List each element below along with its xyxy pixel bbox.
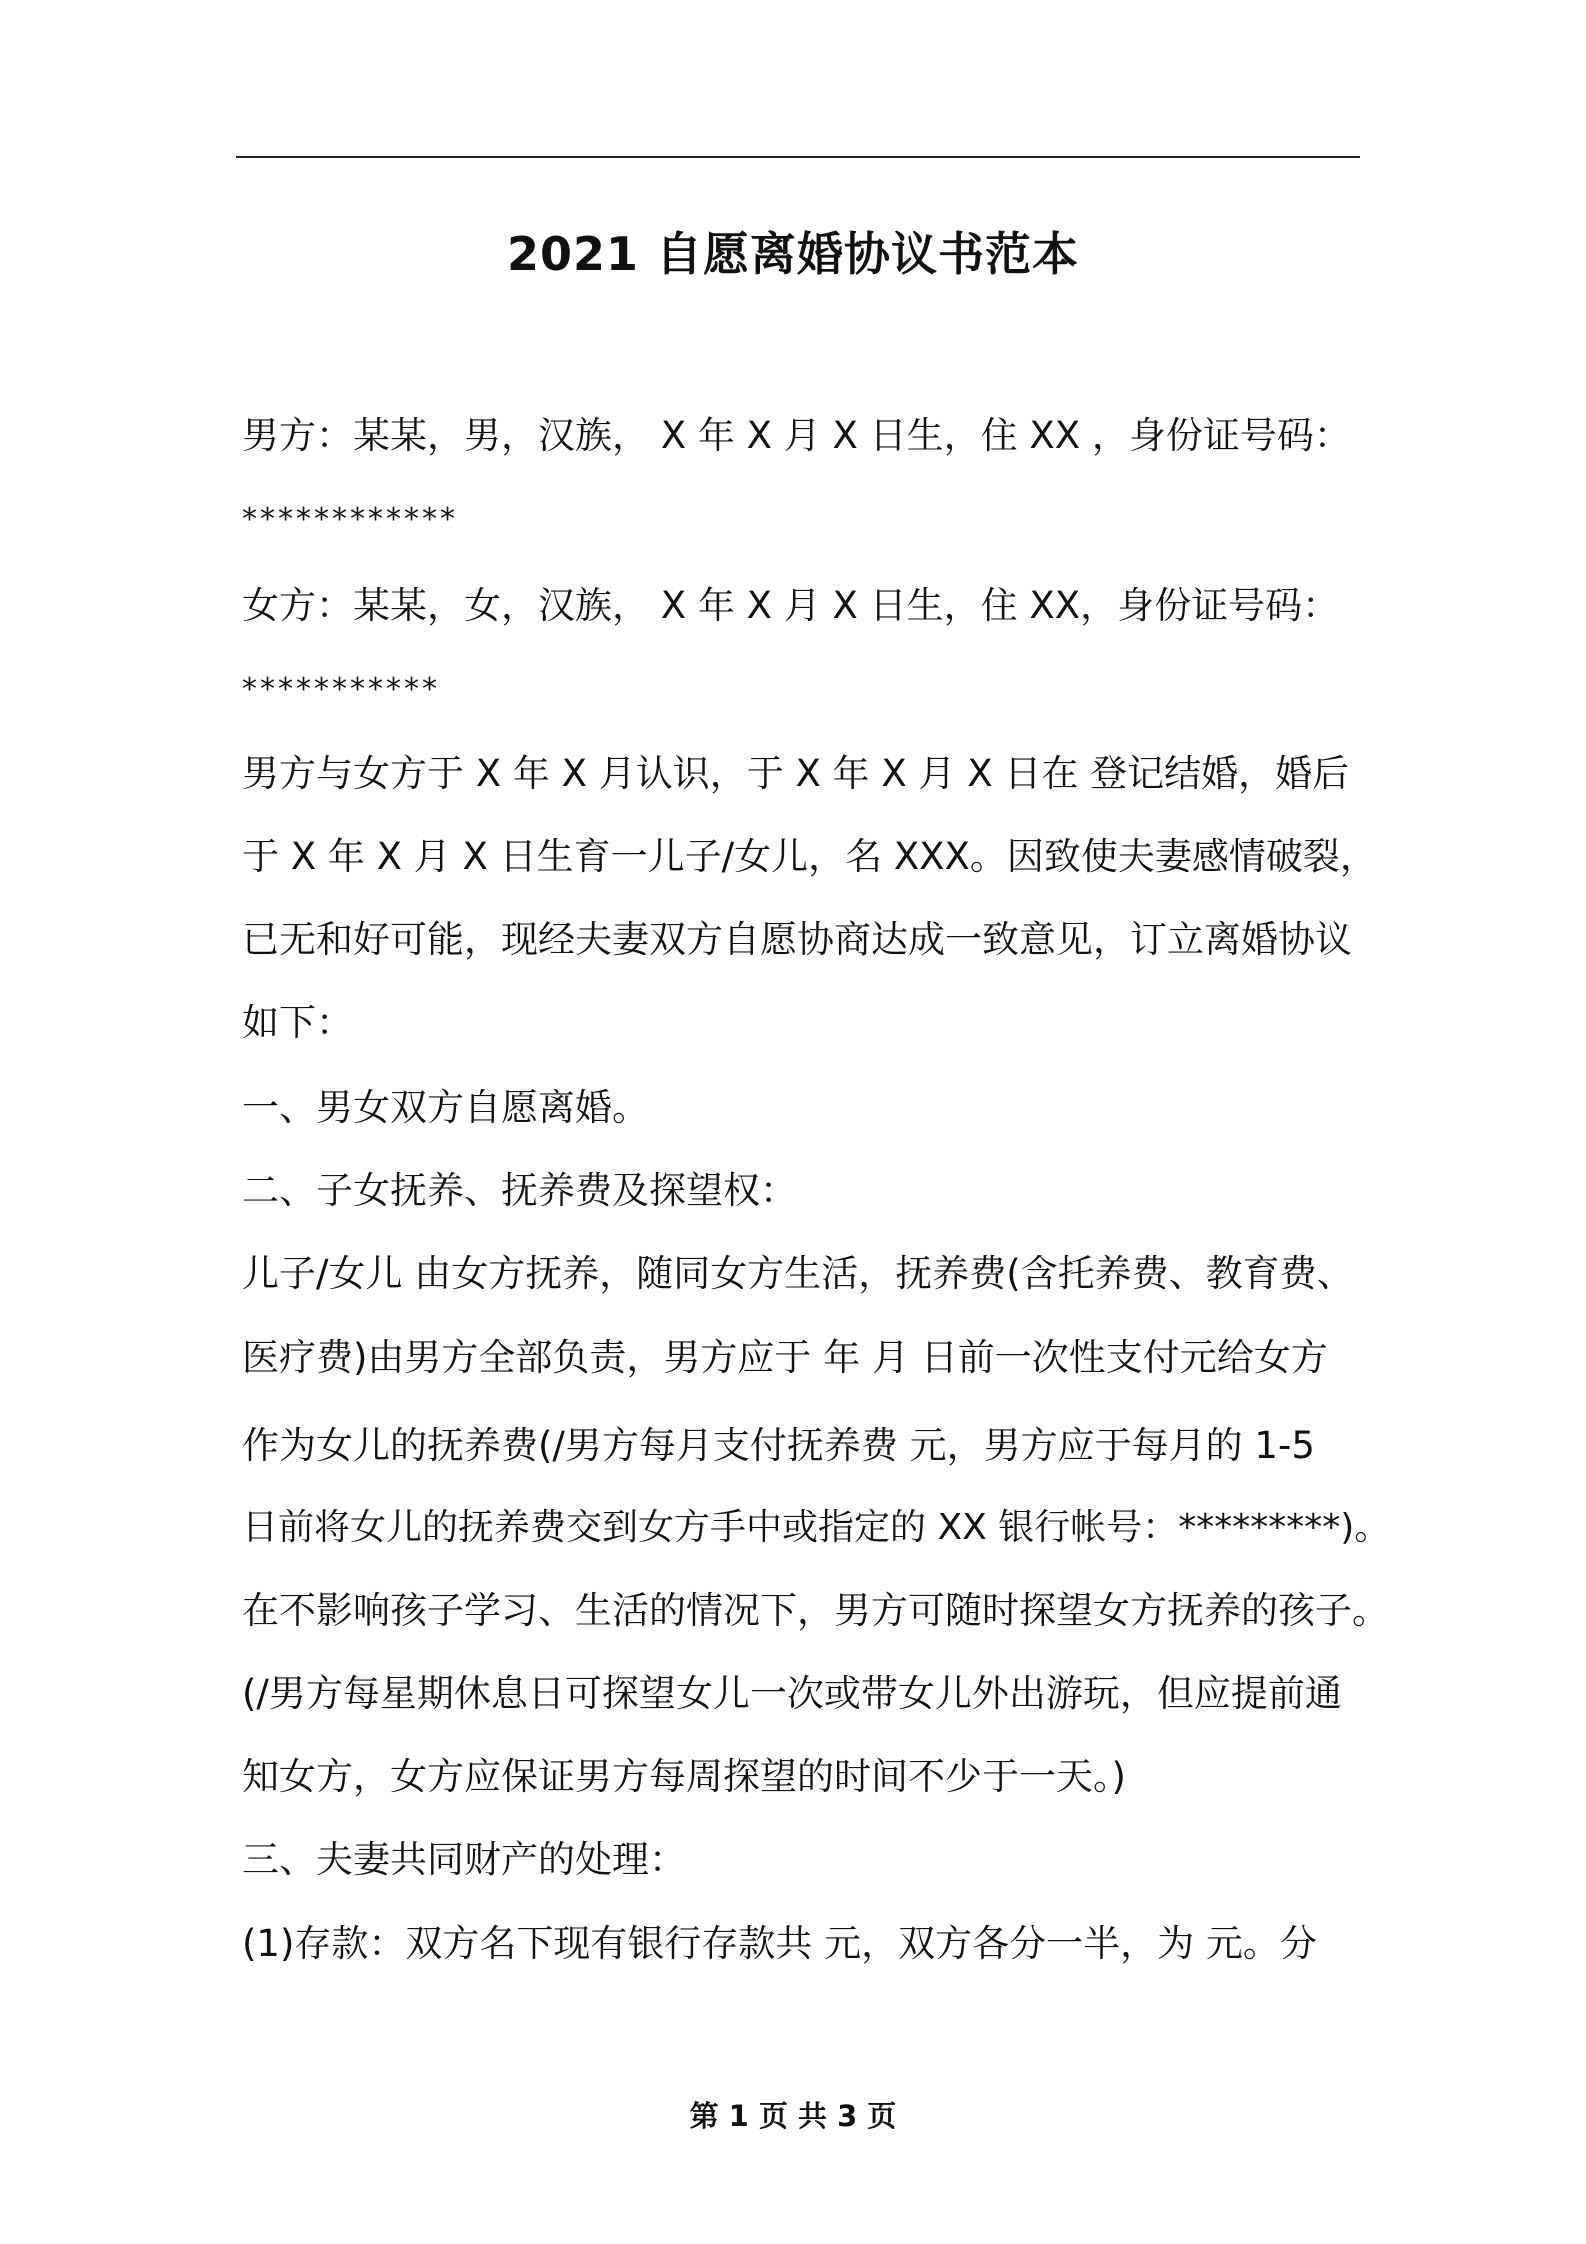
- text-line-female-party: 女方：某某，女，汉族， X 年 X 月 X 日生，住 XX，身份证号码：: [242, 584, 1340, 627]
- text-line: 于 X 年 X 月 X 日生育一儿子/女儿，名 XXX。因致使夫妻感情破裂，: [242, 835, 1377, 878]
- section-heading-2: 二、子女抚养、抚养费及探望权：: [242, 1169, 797, 1212]
- text-line: (/男方每星期休息日可探望女儿一次或带女儿外出游玩，但应提前通: [242, 1672, 1342, 1715]
- section-heading-1: 一、男女双方自愿离婚。: [242, 1086, 649, 1129]
- text-line-female-id: ***********: [242, 672, 440, 707]
- text-line: 医疗费)由男方全部负责，男方应于 年 月 日前一次性支付元给女方: [242, 1336, 1328, 1379]
- text-line-male-party: 男方：某某，男，汉族， X 年 X 月 X 日生，住 XX ，身份证号码：: [242, 414, 1351, 457]
- header-rule: [236, 156, 1360, 158]
- page-number-footer: 第 1 页 共 3 页: [689, 2099, 897, 2133]
- text-line: 日前将女儿的抚养费交到女方手中或指定的 XX 银行帐号：*********)。: [242, 1507, 1391, 1548]
- text-line: 知女方，女方应保证男方每周探望的时间不少于一天。): [242, 1755, 1126, 1798]
- section-heading-3: 三、夫妻共同财产的处理：: [242, 1838, 686, 1881]
- document-title: 2021 自愿离婚协议书范本: [506, 227, 1080, 281]
- text-line: 在不影响孩子学习、生活的情况下，男方可随时探望女方抚养的孩子。: [242, 1589, 1389, 1632]
- text-line: 男方与女方于 X 年 X 月认识，于 X 年 X 月 X 日在 登记结婚，婚后: [242, 752, 1350, 795]
- text-line: (1)存款：双方名下现有银行存款共 元，双方各分一半，为 元。分: [242, 1922, 1317, 1965]
- text-line: 如下：: [242, 1001, 353, 1044]
- text-line: 儿子/女儿 由女方抚养，随同女方生活，抚养费(含托养费、教育费、: [242, 1252, 1354, 1295]
- text-line-male-id: ************: [242, 502, 458, 537]
- text-line: 已无和好可能，现经夫妻双方自愿协商达成一致意见，订立离婚协议: [242, 918, 1352, 961]
- text-line: 作为女儿的抚养费(/男方每月支付抚养费 元，男方应于每月的 1-5: [242, 1424, 1315, 1467]
